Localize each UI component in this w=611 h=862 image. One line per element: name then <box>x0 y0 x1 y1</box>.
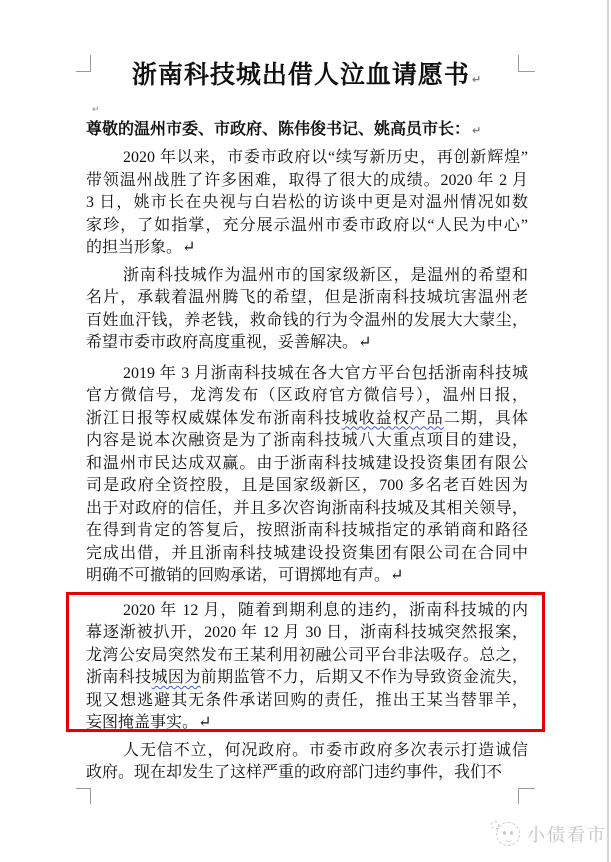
salutation-line <box>86 119 546 142</box>
text-segment: 浙南科技城作为温州市的国家级新区，是温州的希望和 <box>123 266 528 284</box>
text-segment: 人无信不立，何况政府。市委市政府多次表示打造诚信 <box>123 741 528 759</box>
text-line <box>86 192 528 215</box>
text-line <box>86 287 528 310</box>
text-segment: 浙南科技 <box>86 669 152 686</box>
text-line <box>86 762 528 785</box>
text-segment: 前期监管不力，后期又不作为导致资金流失， <box>200 669 528 686</box>
page-margin-mark-bottom-left <box>76 788 91 804</box>
text-segment: 幕逐渐被扒开，2020 年 12 月 30 日，浙南科技城突然报案， <box>86 624 528 641</box>
text-segment: 带领温州战胜了许多困难，取得了很大的成绩。2020 年 2 月 <box>86 171 528 189</box>
text-line <box>86 170 528 193</box>
text-segment: 完成出借，并且浙南科技城建设投资集团有限公司在合同中 <box>86 544 528 562</box>
paragraph-integrity-appeal <box>86 740 528 785</box>
text-segment: 浙江日报等权威媒体发布浙南科技 <box>86 409 342 427</box>
paragraph-return-mark: ↵ <box>471 74 483 86</box>
salutation-text: 尊敬的温州市委、市政府、陈伟俊书记、姚高员市长： <box>86 121 471 138</box>
page-margin-mark-bottom-right <box>518 788 535 804</box>
paragraph-2020-default-boxed <box>86 600 528 735</box>
document-title <box>86 58 528 98</box>
text-segment: 希望市委市政府高度重视，妥善解决。↵ <box>86 334 372 351</box>
text-line <box>86 147 528 170</box>
text-line <box>86 475 528 498</box>
text-segment: 的担当形象。↵ <box>86 239 196 256</box>
text-segment: 现又想逃避其无条件承诺回购的责任，推出王某当替罪羊， <box>86 691 528 709</box>
text-segment: 2020 年以来，市委市政府以“续写新历史，再创新辉煌” <box>123 149 528 166</box>
paragraph-2019-product-history <box>86 363 528 588</box>
page-right-edge-line <box>607 0 609 862</box>
text-segment: 龙湾公安局突然发布王某利用初融公司平台非法吸存。总之， <box>86 646 528 664</box>
text-segment: 家珍，了如指掌，充分展示温州市委市政府以“人民为中心” <box>86 216 528 234</box>
text-segment: 2020 年 12 月，随着到期利息的违约，浙南科技城的内 <box>123 601 528 619</box>
text-segment: 和温州市民达成双赢。由于浙南科技城建设投资集团有限公 <box>86 454 528 472</box>
text-line <box>86 237 528 260</box>
text-line <box>86 740 528 763</box>
text-line <box>86 667 528 690</box>
text-segment: 妄图掩盖事实。↵ <box>86 714 212 731</box>
spellcheck-wavy-underline-text: 城因为 <box>151 669 201 686</box>
text-line <box>86 215 528 238</box>
text-segment: 官方微信号，龙湾发布（区政府官方微信号），温州日报， <box>86 387 528 404</box>
document-body <box>86 147 528 785</box>
text-segment: 二期，具体 <box>443 409 528 427</box>
text-segment: 内容是说本次融资是为了浙南科技城八大重点项目的建设， <box>86 432 528 449</box>
text-line <box>86 498 528 521</box>
text-segment: 司是政府全资控股，且是国家级新区，700 多名老百姓因为 <box>86 477 528 494</box>
text-line <box>86 543 528 566</box>
text-line <box>86 408 528 431</box>
text-line <box>86 265 528 288</box>
text-line <box>86 385 528 408</box>
text-segment: 政府。现在却发生了这样严重的政府部门违约事件，我们不 <box>86 764 503 781</box>
text-line <box>86 690 528 713</box>
text-line <box>86 453 528 476</box>
text-segment: 明确不可撤销的回购承诺，可谓掷地有声。↵ <box>86 567 404 584</box>
paragraph-tech-city-problem <box>86 265 528 355</box>
text-segment: 在得到肯定的答复后，按照浙南科技城指定的承销商和路径 <box>86 522 528 539</box>
text-segment: 百姓血汗钱，养老钱，救命钱的行为令温州的发展大大蒙尘， <box>86 311 528 329</box>
watermark-panda-logo-icon <box>496 822 520 846</box>
text-line <box>86 310 528 333</box>
text-line <box>86 520 528 543</box>
empty-paragraph-return-mark: ↵ <box>92 104 100 114</box>
document-title-text: 浙南科技城出借人泣血请愿书 <box>131 62 470 89</box>
text-line <box>86 430 528 453</box>
text-line <box>86 645 528 668</box>
text-segment: 名片，承载着温州腾飞的希望，但是浙南科技城坑害温州老 <box>86 289 528 306</box>
text-line <box>86 565 528 588</box>
text-line <box>86 332 528 355</box>
paragraph-return-mark: ↵ <box>472 125 482 137</box>
watermark-text: 小债看市 <box>527 825 607 845</box>
text-segment: 3 日，姚市长在央视与白岩松的访谈中更是对温州情况如数 <box>86 194 528 211</box>
text-line <box>86 622 528 645</box>
text-segment: 2019 年 3 月浙南科技城在各大官方平台包括浙南科技城 <box>123 364 528 382</box>
text-segment: 出于对政府的信任，并且多次咨询浙南科技城及其相关领导， <box>86 499 528 517</box>
text-line <box>86 363 528 386</box>
watermark <box>496 821 607 847</box>
text-line <box>86 600 528 623</box>
text-line <box>86 712 528 735</box>
paragraph-government-praise <box>86 147 528 260</box>
spellcheck-wavy-underline-text: 城收益权产品 <box>341 409 444 427</box>
